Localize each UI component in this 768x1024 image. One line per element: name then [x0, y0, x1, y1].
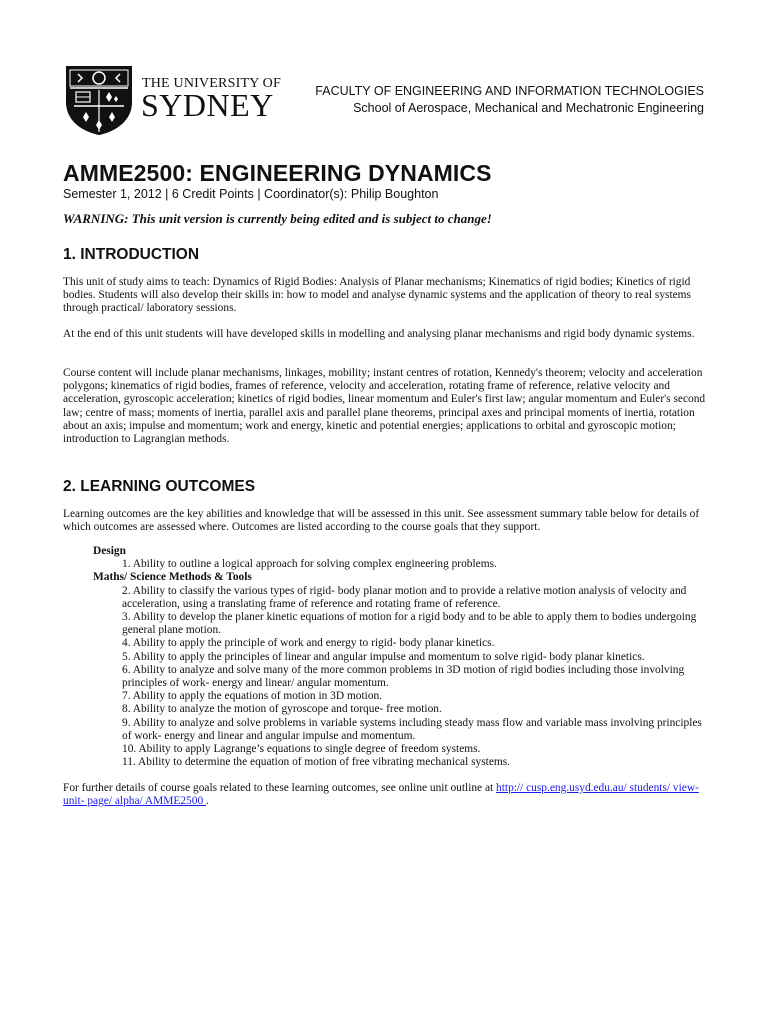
- outcome-item: 2. Ability to classify the various types of rigid- body planar motion and to provide a relative motion analysis of velocity and acceleration, using a translating frame of reference and rotating frame of reference.: [122, 584, 687, 610]
- outcome-item: 8. Ability to analyze the motion of gyroscope and torque- free motion.: [122, 703, 442, 716]
- outcome-group-maths: Maths/ Science Methods & Tools: [93, 571, 252, 584]
- school-name: School of Aerospace, Mechanical and Mechatronic Engineering: [353, 101, 704, 115]
- further-details-paragraph: [63, 782, 711, 808]
- outcome-item: 5. Ability to apply the principles of linear and angular impulse and momentum to solve rigid- body planar kinetics.: [122, 650, 645, 663]
- outcome-item: 1. Ability to outline a logical approach for solving complex engineering problems.: [122, 558, 497, 571]
- unit-title: AMME2500: ENGINEERING DYNAMICS: [63, 160, 492, 186]
- outcome-item: 4. Ability to apply the principle of work and energy to rigid- body planar kinetics.: [122, 637, 495, 650]
- further-details-end: .: [206, 795, 209, 808]
- university-crest-icon: [64, 64, 134, 136]
- university-logo: [64, 64, 281, 136]
- learning-outcomes-list: [63, 545, 711, 769]
- unit-warning: WARNING: This unit version is currently being edited and is subject to change!: [63, 211, 492, 226]
- faculty-name: FACULTY OF ENGINEERING AND INFORMATION TECHNOLOGIES: [315, 84, 704, 98]
- introduction-paragraph-1: This unit of study aims to teach: Dynamics of Rigid Bodies: Analysis of Planar mechanisms; Kinematics of rigid bodies; Kinetics of rigid bodies. Students will also develop their skills in: how to model and analyse dynamic systems and the application of theory to real systems through practical/ laboratory sessions.: [63, 276, 691, 315]
- unit-outline-link[interactable]: http:// cusp.eng.usyd.edu.au/ students/ view- unit- page/ alpha/ AMME2500: [63, 782, 699, 808]
- further-details-text: For further details of course goals related to these learning outcomes, see online unit outline at: [63, 782, 497, 794]
- unit-meta: Semester 1, 2012 | 6 Credit Points | Coordinator(s): Philip Boughton: [63, 187, 439, 201]
- introduction-paragraph-3: Course content will include planar mechanisms, linkages, mobility; instant centres of rotation, Kennedy's theorem; velocity and acceleration polygons; kinematics of rigid bodies, frames of reference, velocity and acceleration, rotating frame of reference, relative velocity and acceleration, gyroscopic acceleration; kinetics of rigid bodies, linear momentum and Euler's first law; angular momentum and Euler's second law; centre of mass; moments of inertia, parallel axis and parallel plane theorems, principal axes and principal moments of inertia, rotation about an axis; impulse and momentum; work and energy, kinetic and potential energies; applications to orbital and gyroscopic motion; introduction to Lagrangian methods.: [63, 367, 706, 446]
- university-name-line1: THE UNIVERSITY OF: [142, 76, 281, 91]
- outcome-item: 9. Ability to analyze and solve problems in variable systems including steady mass flow and variable mass involving principles of work- energy and linear and angular impulse and momentum.: [122, 716, 702, 742]
- outcome-item: 10. Ability to apply Lagrange’s equations to single degree of freedom systems.: [122, 743, 481, 756]
- outcome-group-design: Design: [93, 545, 126, 557]
- introduction-paragraph-2: At the end of this unit students will have developed skills in modelling and analysing planar mechanisms and rigid body dynamic systems.: [63, 328, 695, 340]
- university-name-line2: SYDNEY: [141, 87, 274, 123]
- outcome-item: 7. Ability to apply the equations of motion in 3D motion.: [122, 690, 383, 703]
- outcome-item: 11. Ability to determine the equation of motion of free vibrating mechanical systems.: [122, 756, 511, 769]
- introduction-heading: 1. INTRODUCTION: [63, 246, 200, 263]
- outcome-item: 3. Ability to develop the planer kinetic equations of motion for a rigid body and to be able to apply them to bodies undergoing general plane motion.: [122, 611, 697, 637]
- learning-outcomes-heading: 2. LEARNING OUTCOMES: [63, 478, 256, 495]
- learning-outcomes-intro: Learning outcomes are the key abilities and knowledge that will be assessed in this unit. See assessment summary table below for details of which outcomes are assessed where. Outcomes are listed according to the course goals that they support.: [63, 508, 700, 534]
- outcome-item: 6. Ability to analyze and solve many of the more common problems in 3D motion of rigid bodies including those involving principles of work- energy and linear/ angular momentum.: [122, 663, 685, 690]
- faculty-block: [315, 83, 704, 117]
